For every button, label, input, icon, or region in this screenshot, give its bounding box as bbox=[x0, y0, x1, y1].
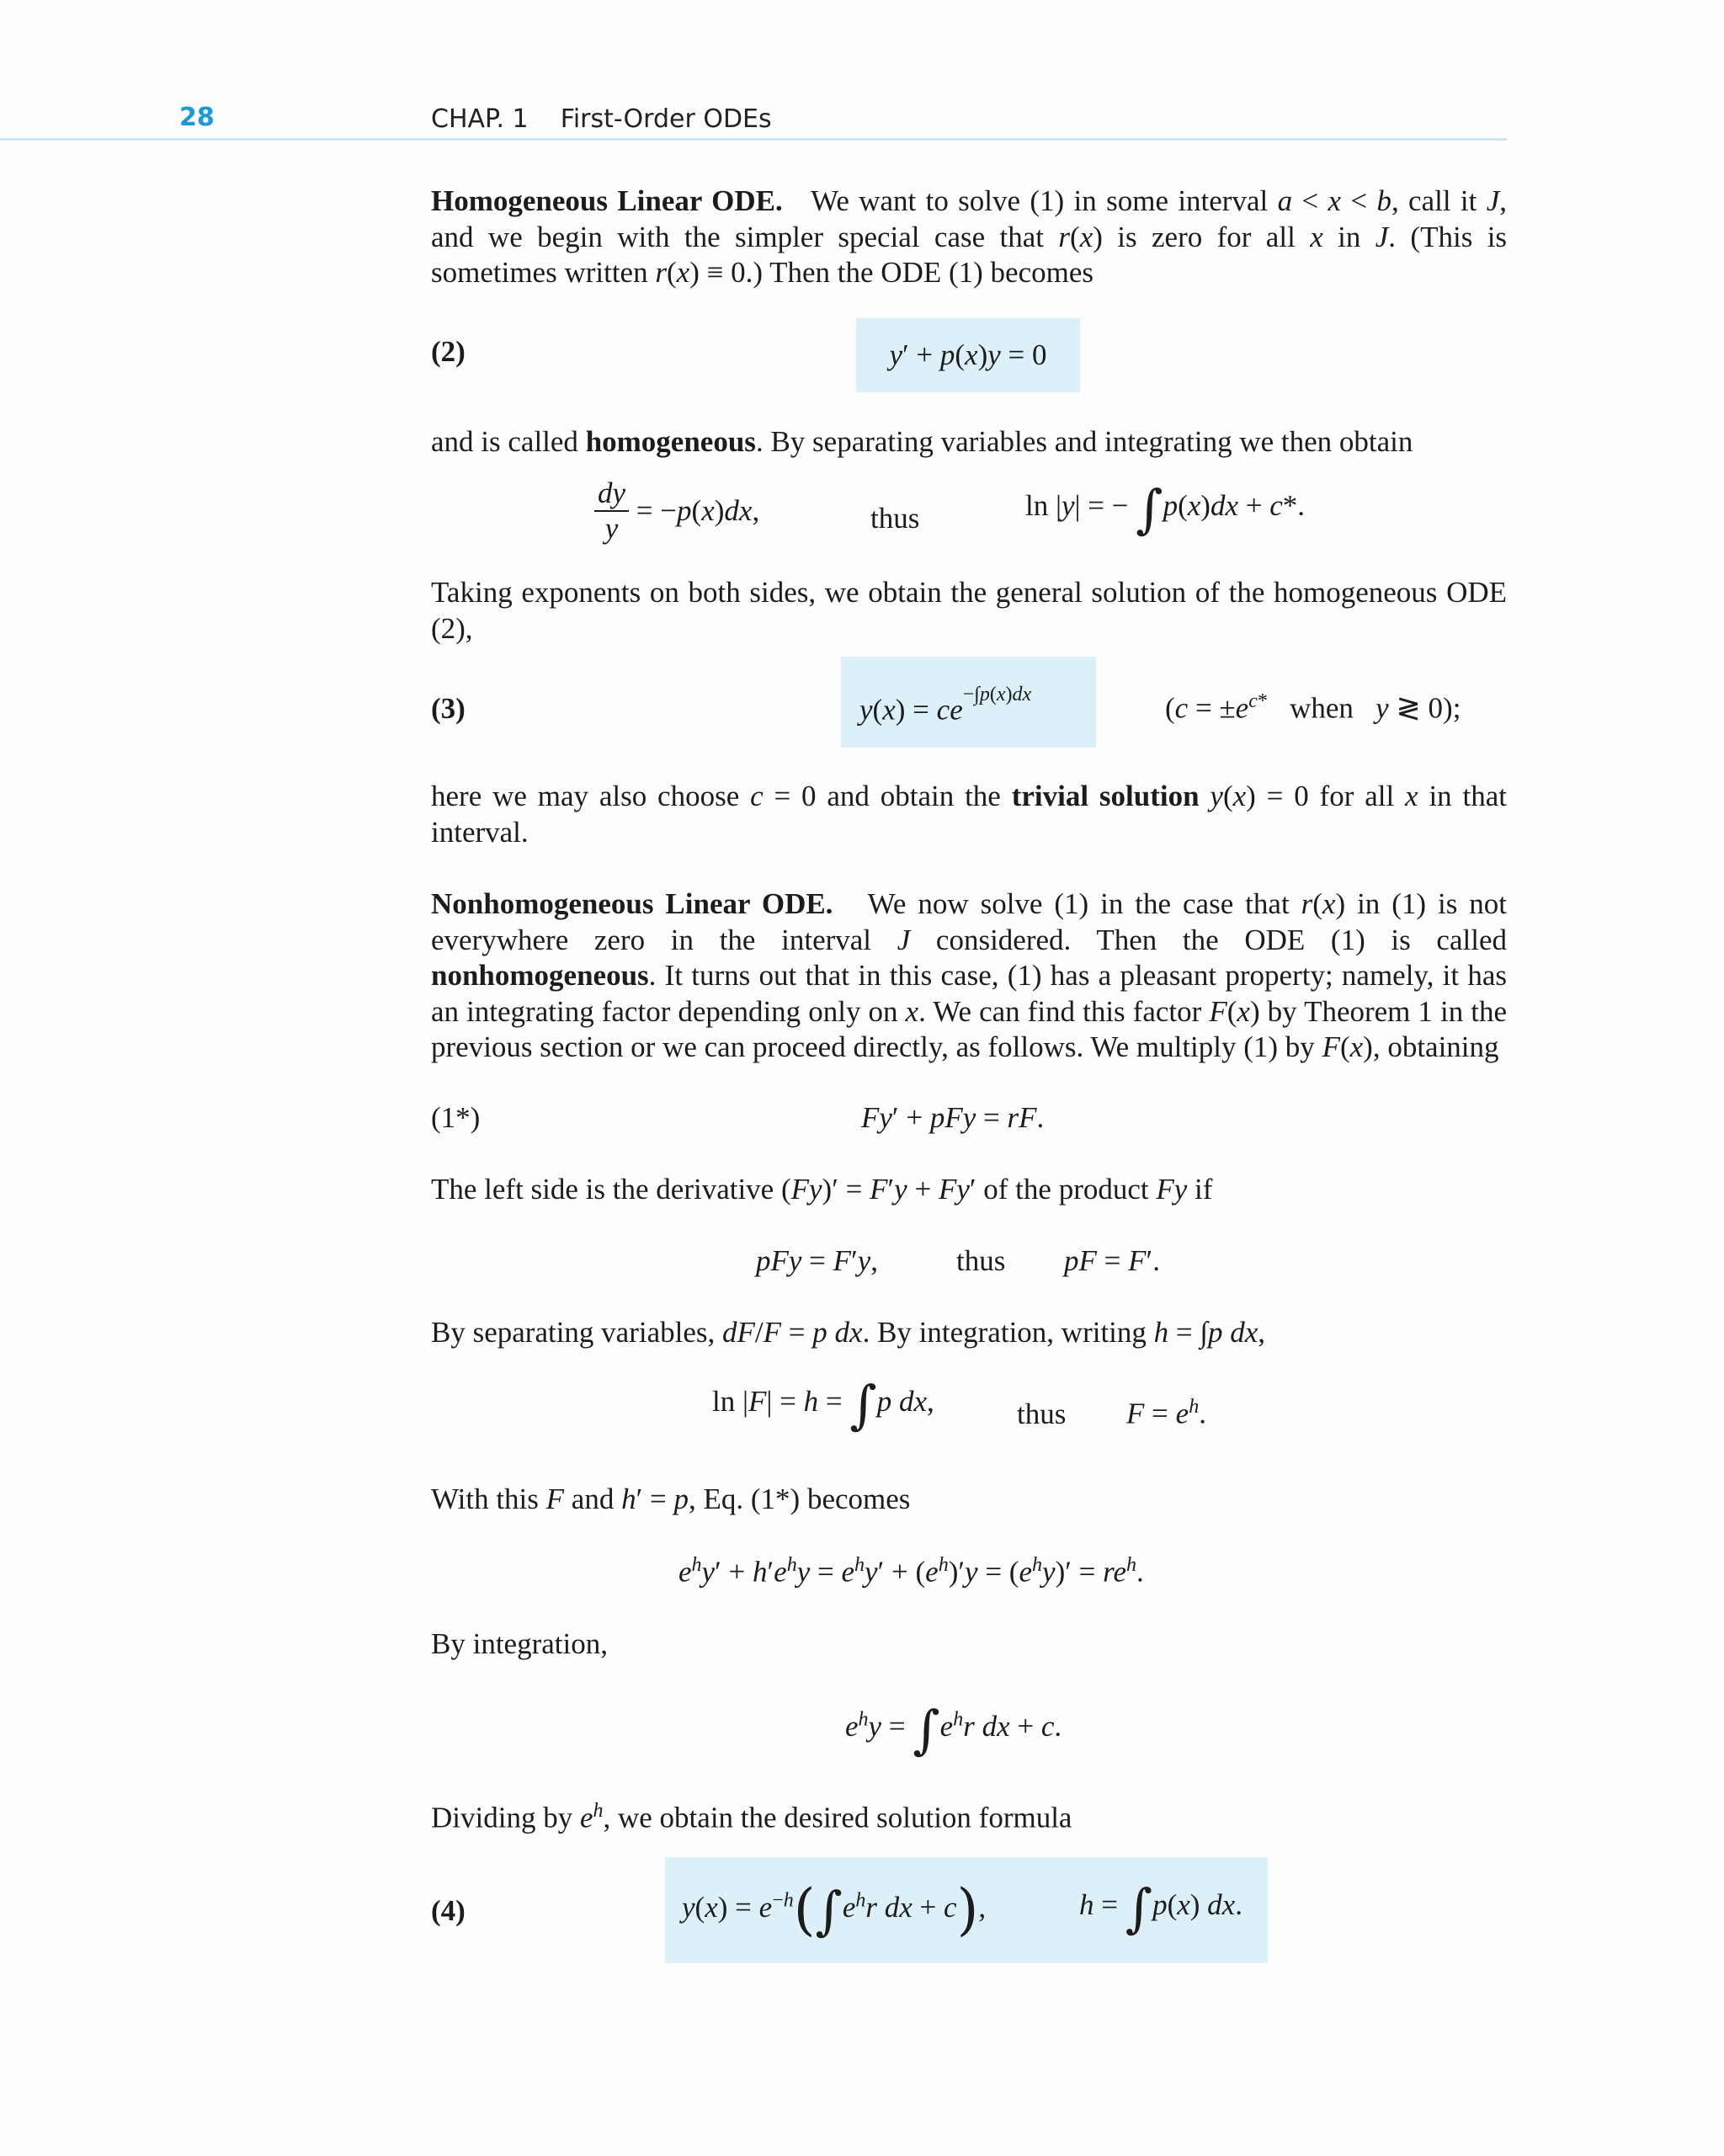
paragraph-homogeneous-intro: Homogeneous Linear ODE. We want to solve (1) in some interval a < x < b, call it J, and we begin with the simpler special case that r(x) is zero for all x in J. (This is sometimes written r(x) ≡ 0.) Then the ODE (1) becomes bbox=[431, 184, 1508, 289]
equation-ln-y: ln |y| = − ∫p(x)dx + c*. bbox=[1025, 478, 1306, 540]
paragraph-separating-variables: By separating variables, dF/F = p dx. By integration, writing h = ∫p dx, bbox=[431, 1316, 1266, 1349]
equation-pF: pF = F′. bbox=[1064, 1244, 1160, 1277]
paragraph-dividing: Dividing by $e^h$, we obtain the desired solution formula bbox=[431, 1800, 1072, 1834]
thus-1: thus bbox=[870, 502, 920, 535]
equation-2: y′ + p(x)y = 0 bbox=[856, 318, 1080, 392]
eq-label-1star: (1*) bbox=[431, 1101, 481, 1134]
equation-3-condition: ($c = \pm e^{c*}$ when y ≷ 0); bbox=[1165, 690, 1461, 725]
equation-ln-F: ln |F| = h = ∫p dx, bbox=[712, 1374, 934, 1435]
header-rule bbox=[0, 138, 1507, 141]
thus-2: thus bbox=[956, 1244, 1006, 1277]
page-number: 28 bbox=[179, 103, 215, 132]
paragraph-trivial-solution: here we may also choose c = 0 and obtain the trivial solution y(x) = 0 for all x in that interval. bbox=[431, 780, 1507, 849]
equation-pFy: pFy = F′y, bbox=[756, 1244, 879, 1277]
equation-separation: $\frac{dy}{y}$ = −p(x)dx, bbox=[594, 476, 759, 546]
equation-product-rule: $e^hy' + h'e^hy = e^hy' + (e^h)'y = (e^hy)' = re^h$. bbox=[678, 1554, 1144, 1589]
eq-label-2: (2) bbox=[431, 335, 466, 368]
chapter-title: CHAP. 1 First-Order ODEs bbox=[431, 104, 772, 134]
equation-integrated: $e^hy = \int e^hr$ dx + c. bbox=[845, 1699, 1062, 1760]
eq-label-4: (4) bbox=[431, 1894, 466, 1927]
paragraph-nonhomogeneous-intro: Nonhomogeneous Linear ODE. We now solve (1) in the case that r(x) in (1) is not everywhere zero in the interval J considered. Then the ODE (1) is called nonhomogeneous. It turns out that in this case, (1) has a pleasant property; namely, it has an integrating factor depending only on x. We can find this factor F(x) by Theorem 1 in the previous section or we can proceed directly, as follows. We multiply (1) by F(x), obtaining bbox=[431, 887, 1508, 1063]
eq-label-3: (3) bbox=[431, 692, 466, 725]
equation-4: $y(x) = e^{-h}(\int e^hr$ dx + c), h = ∫p(x) dx. bbox=[665, 1857, 1268, 1963]
equation-F-eh: $F = e^h$. bbox=[1126, 1396, 1206, 1430]
thus-3: thus bbox=[1017, 1397, 1067, 1430]
section-heading-homogeneous: Homogeneous Linear ODE. bbox=[431, 184, 783, 217]
section-heading-nonhomogeneous: Nonhomogeneous Linear ODE. bbox=[431, 887, 833, 920]
equation-3: $y(x) = ce^{-\int p(x)dx}$ bbox=[841, 657, 1096, 748]
paragraph-left-side: The left side is the derivative (Fy)′ = F′y + Fy′ of the product Fy if bbox=[431, 1173, 1213, 1206]
paragraph-with-this-F: With this F and h′ = p, Eq. (1*) becomes bbox=[431, 1483, 911, 1515]
paragraph-by-integration: By integration, bbox=[431, 1627, 608, 1660]
equation-1star: Fy′ + pFy = rF. bbox=[861, 1101, 1045, 1134]
paragraph-taking-exponents: Taking exponents on both sides, we obtain the general solution of the homogeneous ODE (2), bbox=[431, 576, 1507, 645]
paragraph-homogeneous-called: and is called homogeneous. By separating variables and integrating we then obtain bbox=[431, 425, 1413, 458]
